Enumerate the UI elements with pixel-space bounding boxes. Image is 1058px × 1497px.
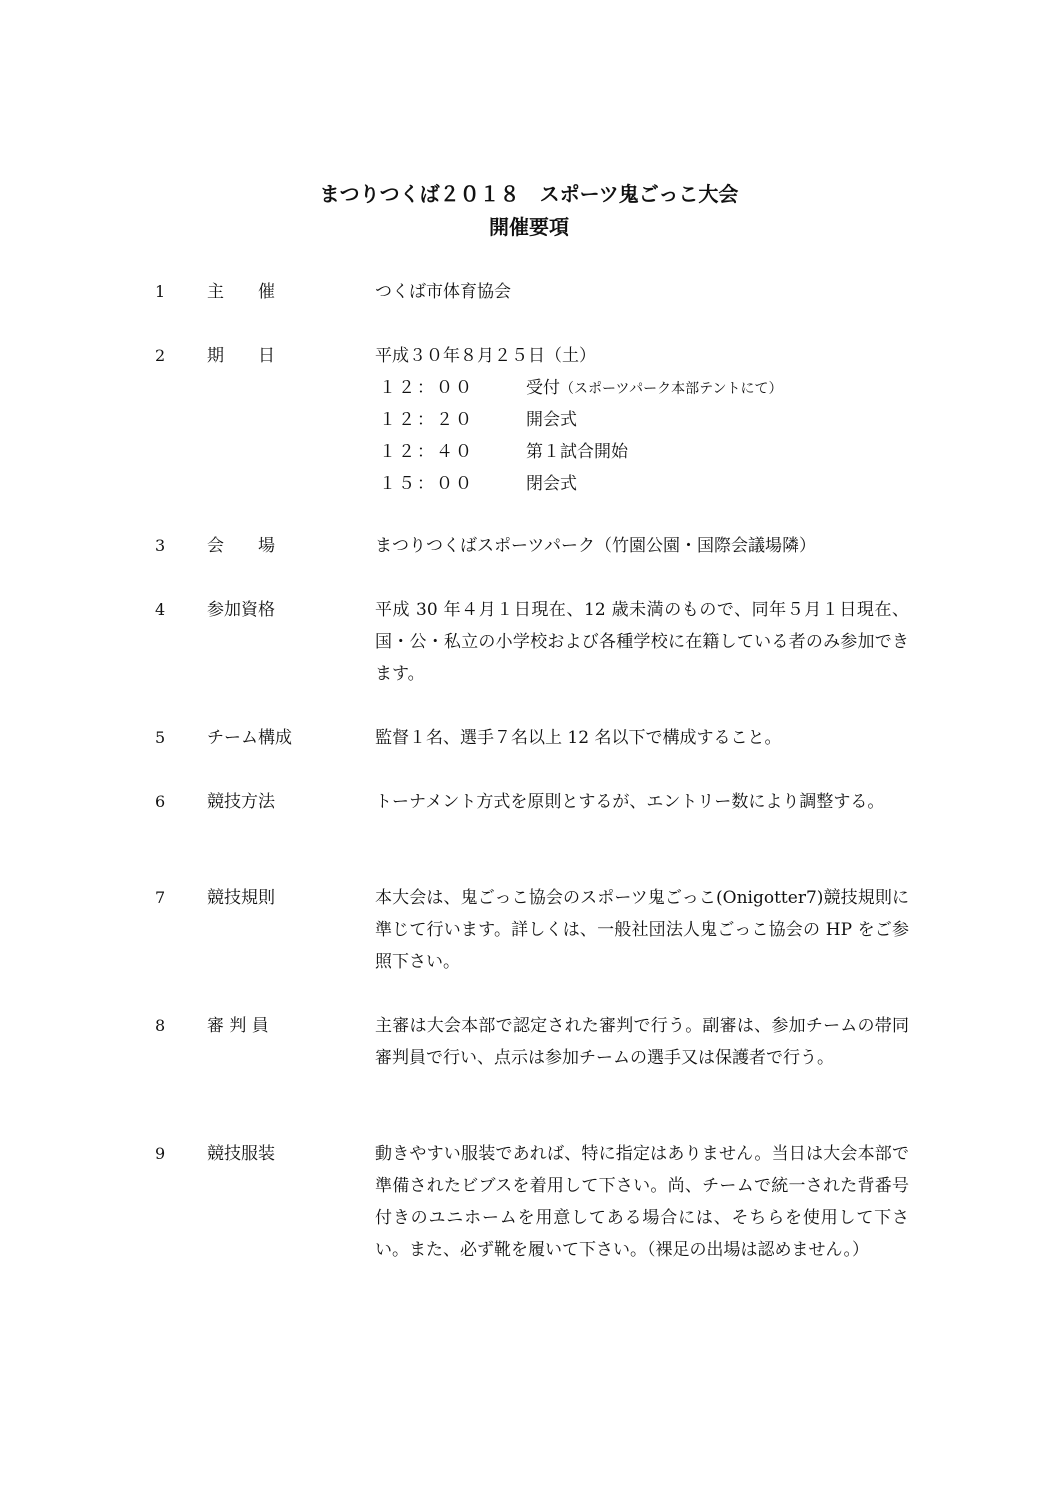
item-label: 審 判 員 xyxy=(207,1016,269,1036)
event-date: 平成３０年８月２５日（土） xyxy=(375,346,596,366)
schedule-event: 第１試合開始 xyxy=(526,442,628,462)
item-number: 6 xyxy=(155,792,166,811)
item-content: つくば市体育協会 xyxy=(375,282,511,302)
schedule-note: （スポーツパーク本部テントにて） xyxy=(560,381,783,397)
item-number: 8 xyxy=(155,1016,166,1035)
schedule-row xyxy=(375,404,909,436)
item-content: トーナメント方式を原則とするが、エントリー数により調整する。 xyxy=(375,792,885,812)
item-content: 本大会は、鬼ごっこ協会のスポーツ鬼ごっこ(Onigotter7)競技規則に準じて行います。詳しくは、一般社団法人鬼ごっこ協会の HP をご参照下さい。 xyxy=(375,888,909,972)
document-subtitle: 開催要項 xyxy=(489,215,569,239)
item-label: 参加資格 xyxy=(207,600,275,620)
item-content: まつりつくばスポーツパーク（竹園公園・国際会議場隣） xyxy=(375,536,816,556)
item-content: 監督１名、選手７名以上 12 名以下で構成すること。 xyxy=(375,728,782,748)
schedule-event: 閉会式 xyxy=(526,474,577,494)
schedule-row xyxy=(375,436,909,468)
item-number: 2 xyxy=(155,346,166,365)
item-label: チーム構成 xyxy=(207,728,292,748)
item-number: 3 xyxy=(155,536,166,555)
schedule-event: 受付 xyxy=(526,378,560,398)
item-number: 5 xyxy=(155,728,166,747)
schedule-time: １５：００ xyxy=(379,474,474,494)
item-content: 動きやすい服装であれば、特に指定はありません。当日は大会本部で準備されたビブスを着用して下さい。尚、チームで統一された背番号付きのユニホームを用意してある場合には、そちらを使用して下さい。また、必ず靴を履いて下さい。（裸足の出場は認めません。） xyxy=(375,1144,909,1260)
item-number: 9 xyxy=(155,1144,166,1163)
item-label: 競技規則 xyxy=(207,888,275,908)
item-label: 期 日 xyxy=(207,346,275,366)
schedule-row xyxy=(375,468,909,500)
schedule-list xyxy=(375,372,909,500)
schedule-time: １２：２０ xyxy=(379,410,474,430)
item-content xyxy=(375,340,909,500)
item-number: 1 xyxy=(155,282,166,301)
schedule-row xyxy=(375,372,909,404)
schedule-event: 開会式 xyxy=(526,410,577,430)
item-number: 4 xyxy=(155,600,166,619)
item-content: 平成 30 年４月１日現在、12 歳未満のもので、同年５月１日現在、国・公・私立の小学校および各種学校に在籍している者のみ参加できます。 xyxy=(375,600,909,684)
item-label: 競技服装 xyxy=(207,1144,275,1164)
document-title: まつりつくば２０１８ スポーツ鬼ごっこ大会 xyxy=(319,182,739,206)
item-label: 競技方法 xyxy=(207,792,275,812)
item-content: 主審は大会本部で認定された審判で行う。副審は、参加チームの帯同審判員で行い、点示は参加チームの選手又は保護者で行う。 xyxy=(375,1016,909,1068)
item-label: 会 場 xyxy=(207,536,275,556)
item-number: 7 xyxy=(155,888,166,907)
schedule-time: １２：００ xyxy=(379,378,474,398)
item-label: 主 催 xyxy=(207,282,275,302)
schedule-time: １２：４０ xyxy=(379,442,474,462)
